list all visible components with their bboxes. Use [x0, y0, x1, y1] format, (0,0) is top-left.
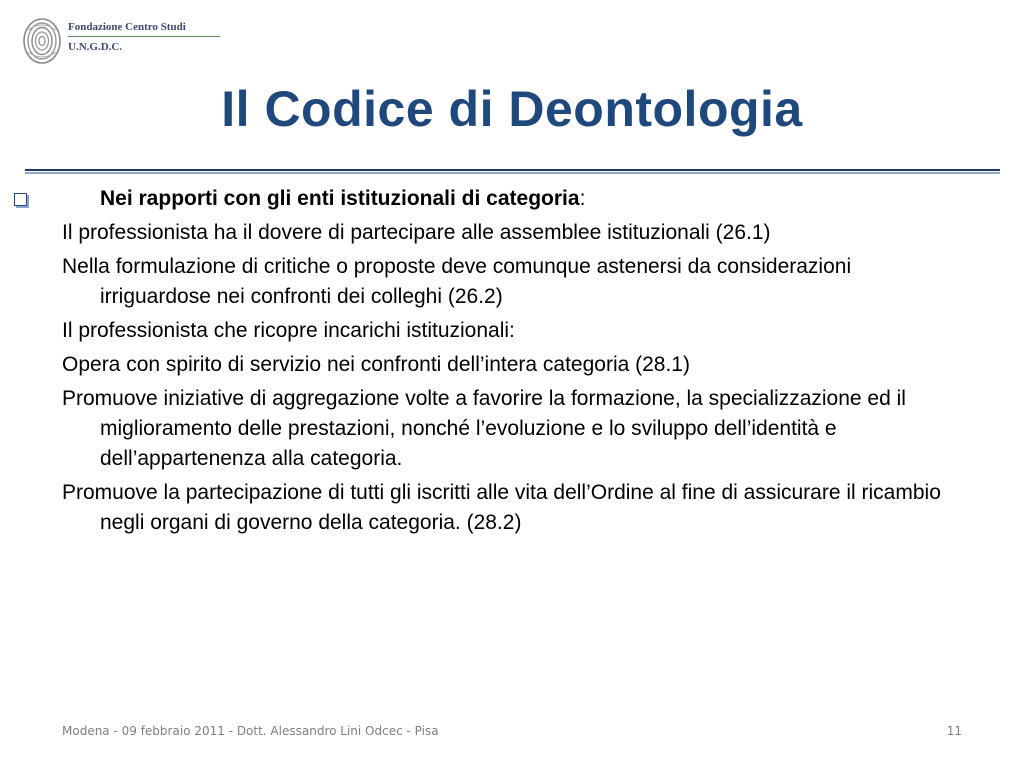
bullet-heading-lead: Nei rapporti con gli enti istituzionali di categoria	[100, 187, 580, 210]
title-divider	[25, 169, 1000, 171]
paragraph: Promuove la partecipazione di tutti gli iscritti alle vita dell’Ordine al fine di assicurare il ricambio negli organi di governo della categoria. (28.2)	[62, 481, 941, 534]
logo-text	[68, 20, 220, 54]
footer-text: Modena - 09 febbraio 2011 - Dott. Alessandro Lini Odcec - Pisa	[62, 724, 439, 738]
slide-body	[62, 184, 962, 542]
paragraph: Opera con spirito di servizio nei confronti dell’intera categoria (28.1)	[62, 353, 690, 376]
page-number: 11	[946, 724, 962, 738]
logo-line1: Fondazione Centro Studi	[68, 20, 220, 37]
logo	[22, 16, 222, 72]
paragraph: Il professionista che ricopre incarichi istituzionali:	[62, 319, 515, 342]
logo-line2: U.N.G.D.C.	[68, 41, 123, 53]
checkbox-bullet-icon	[14, 193, 27, 206]
title-divider-shadow	[25, 172, 1000, 174]
paragraph: Il professionista ha il dovere di partecipare alle assemblee istituzionali (26.1)	[62, 221, 771, 244]
bullet-heading	[62, 184, 962, 214]
paragraph: Nella formulazione di critiche o proposte deve comunque astenersi da considerazioni irriguardose nei confronti dei colleghi (26.2)	[62, 255, 852, 308]
paragraph: Promuove iniziative di aggregazione volte a favorire la formazione, la specializzazione ed il miglioramento delle prestazioni, nonché l’evoluzione e lo sviluppo dell’identità e dell’appartenenza alla categoria.	[62, 387, 906, 470]
slide-title: Il Codice di Deontologia	[221, 81, 803, 137]
bullet-heading-suffix: :	[579, 187, 586, 210]
fingerprint-logo-icon	[22, 16, 66, 66]
